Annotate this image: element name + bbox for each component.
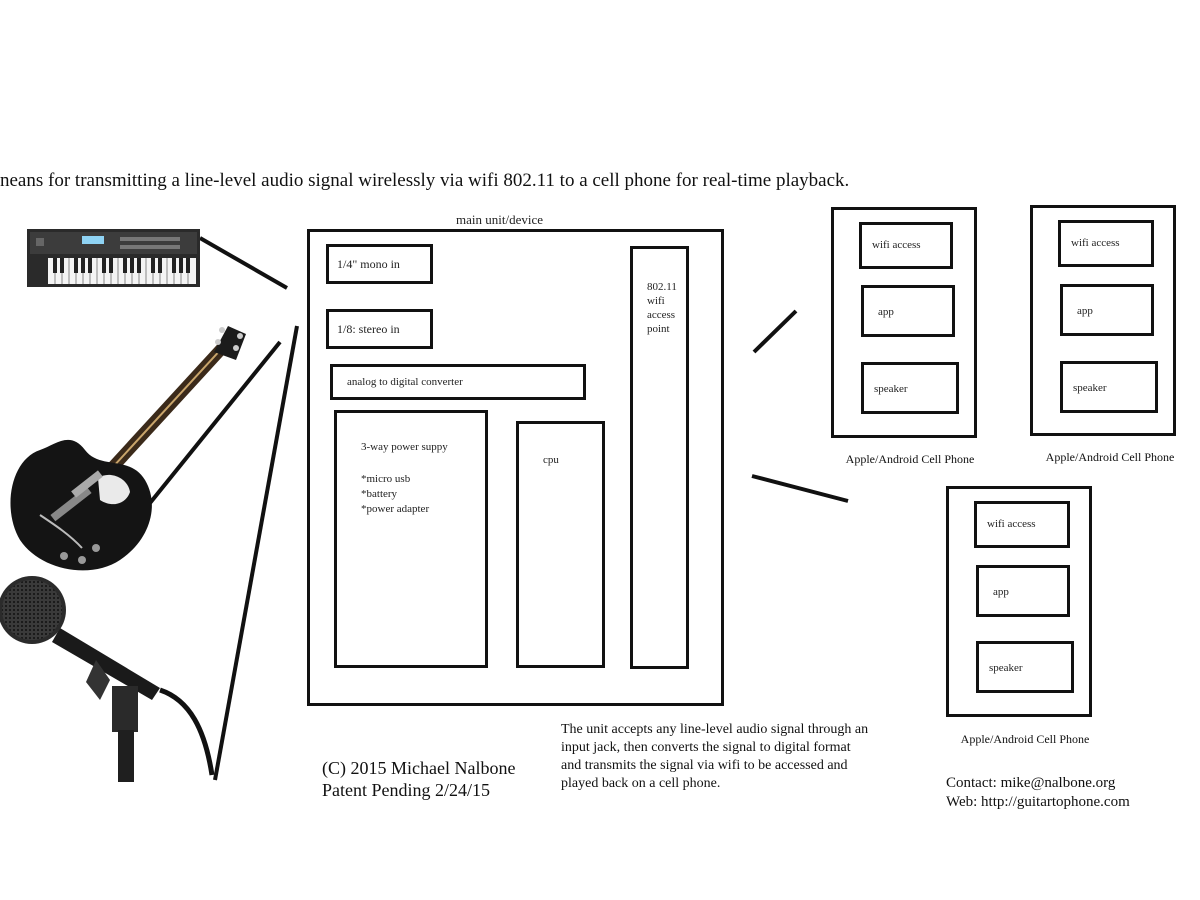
copyright-block [322,757,515,801]
phone-3-app-box [976,565,1070,617]
description-line-1: The unit accepts any line-level audio signal through an [561,722,869,737]
main-unit-title: main unit/device [456,212,544,227]
wifi-ap-line-2: wifi [647,295,665,307]
phone-3-speaker-box [976,641,1074,693]
microphone-icon [0,576,212,782]
adc-box [330,364,586,400]
keyboard-connector [200,238,287,288]
guitar-icon [10,326,246,570]
stereo-in-label: 1/8: stereo in [337,322,400,336]
phone-2-speaker-box [1060,361,1158,413]
phone-2-app-box [1060,284,1154,336]
phone-1-wifi-label: wifi access [872,239,921,251]
phone-3-app-label: app [993,586,1009,598]
patent-text: Patent Pending 2/24/15 [322,780,490,800]
phone-1-caption: Apple/Android Cell Phone [845,452,975,466]
phone-2-app-label: app [1077,305,1093,317]
wifi-ap-line-4: point [647,323,670,335]
description-paragraph [561,721,941,793]
mic-connector [215,326,297,780]
phone-1-speaker-label: speaker [874,383,908,395]
stereo-in-box [326,309,433,349]
phone-2-wifi-label: wifi access [1071,237,1120,249]
contact-email[interactable]: Contact: mike@nalbone.org [946,775,1116,791]
description-line-2: input jack, then converts the signal to digital format [561,740,851,755]
description-line-4: played back on a cell phone. [561,776,721,791]
copyright-text: (C) 2015 Michael Nalbone [322,758,516,778]
phone-connector-2 [752,476,848,501]
phone-3-wifi-box [974,501,1070,548]
phone-3-caption: Apple/Android Cell Phone [960,732,1090,746]
phone-1-wifi-box [859,222,953,269]
power-item-battery: *battery [361,488,398,500]
header-description: neans for transmitting a line-level audio signal wirelessly via wifi 802.11 to a cell phone for real-time playback. [0,170,850,191]
power-item-adapter: *power adapter [361,503,430,515]
adc-label: analog to digital converter [347,376,463,388]
cpu-box [516,421,605,668]
phone-2-wifi-box [1058,220,1154,267]
wifi-access-point-box [630,246,689,669]
keyboard-icon [27,229,200,287]
contact-web[interactable]: Web: http://guitartophone.com [946,794,1130,810]
phone-1-speaker-box [861,362,959,414]
contact-block [946,774,1130,812]
phone-3-speaker-label: speaker [989,662,1023,674]
phone-2-speaker-label: speaker [1073,382,1107,394]
phone-connector-1 [754,311,796,352]
description-line-3: and transmits the signal via wifi to be accessed and [561,758,848,773]
wifi-ap-line-1: 802.11 [647,281,677,293]
power-supply-title: 3-way power suppy [361,441,448,453]
phone-1-app-label: app [878,306,894,318]
power-item-usb: *micro usb [361,473,411,485]
phone-2-caption: Apple/Android Cell Phone [1045,450,1175,464]
cpu-label: cpu [543,454,559,466]
guitar-connector [104,342,280,560]
mono-in-box [326,244,433,284]
phone-3-wifi-label: wifi access [987,518,1036,530]
wifi-ap-line-3: access [647,309,676,321]
phone-1-app-box [861,285,955,337]
power-supply-box [334,410,488,668]
mono-in-label: 1/4" mono in [337,257,400,271]
